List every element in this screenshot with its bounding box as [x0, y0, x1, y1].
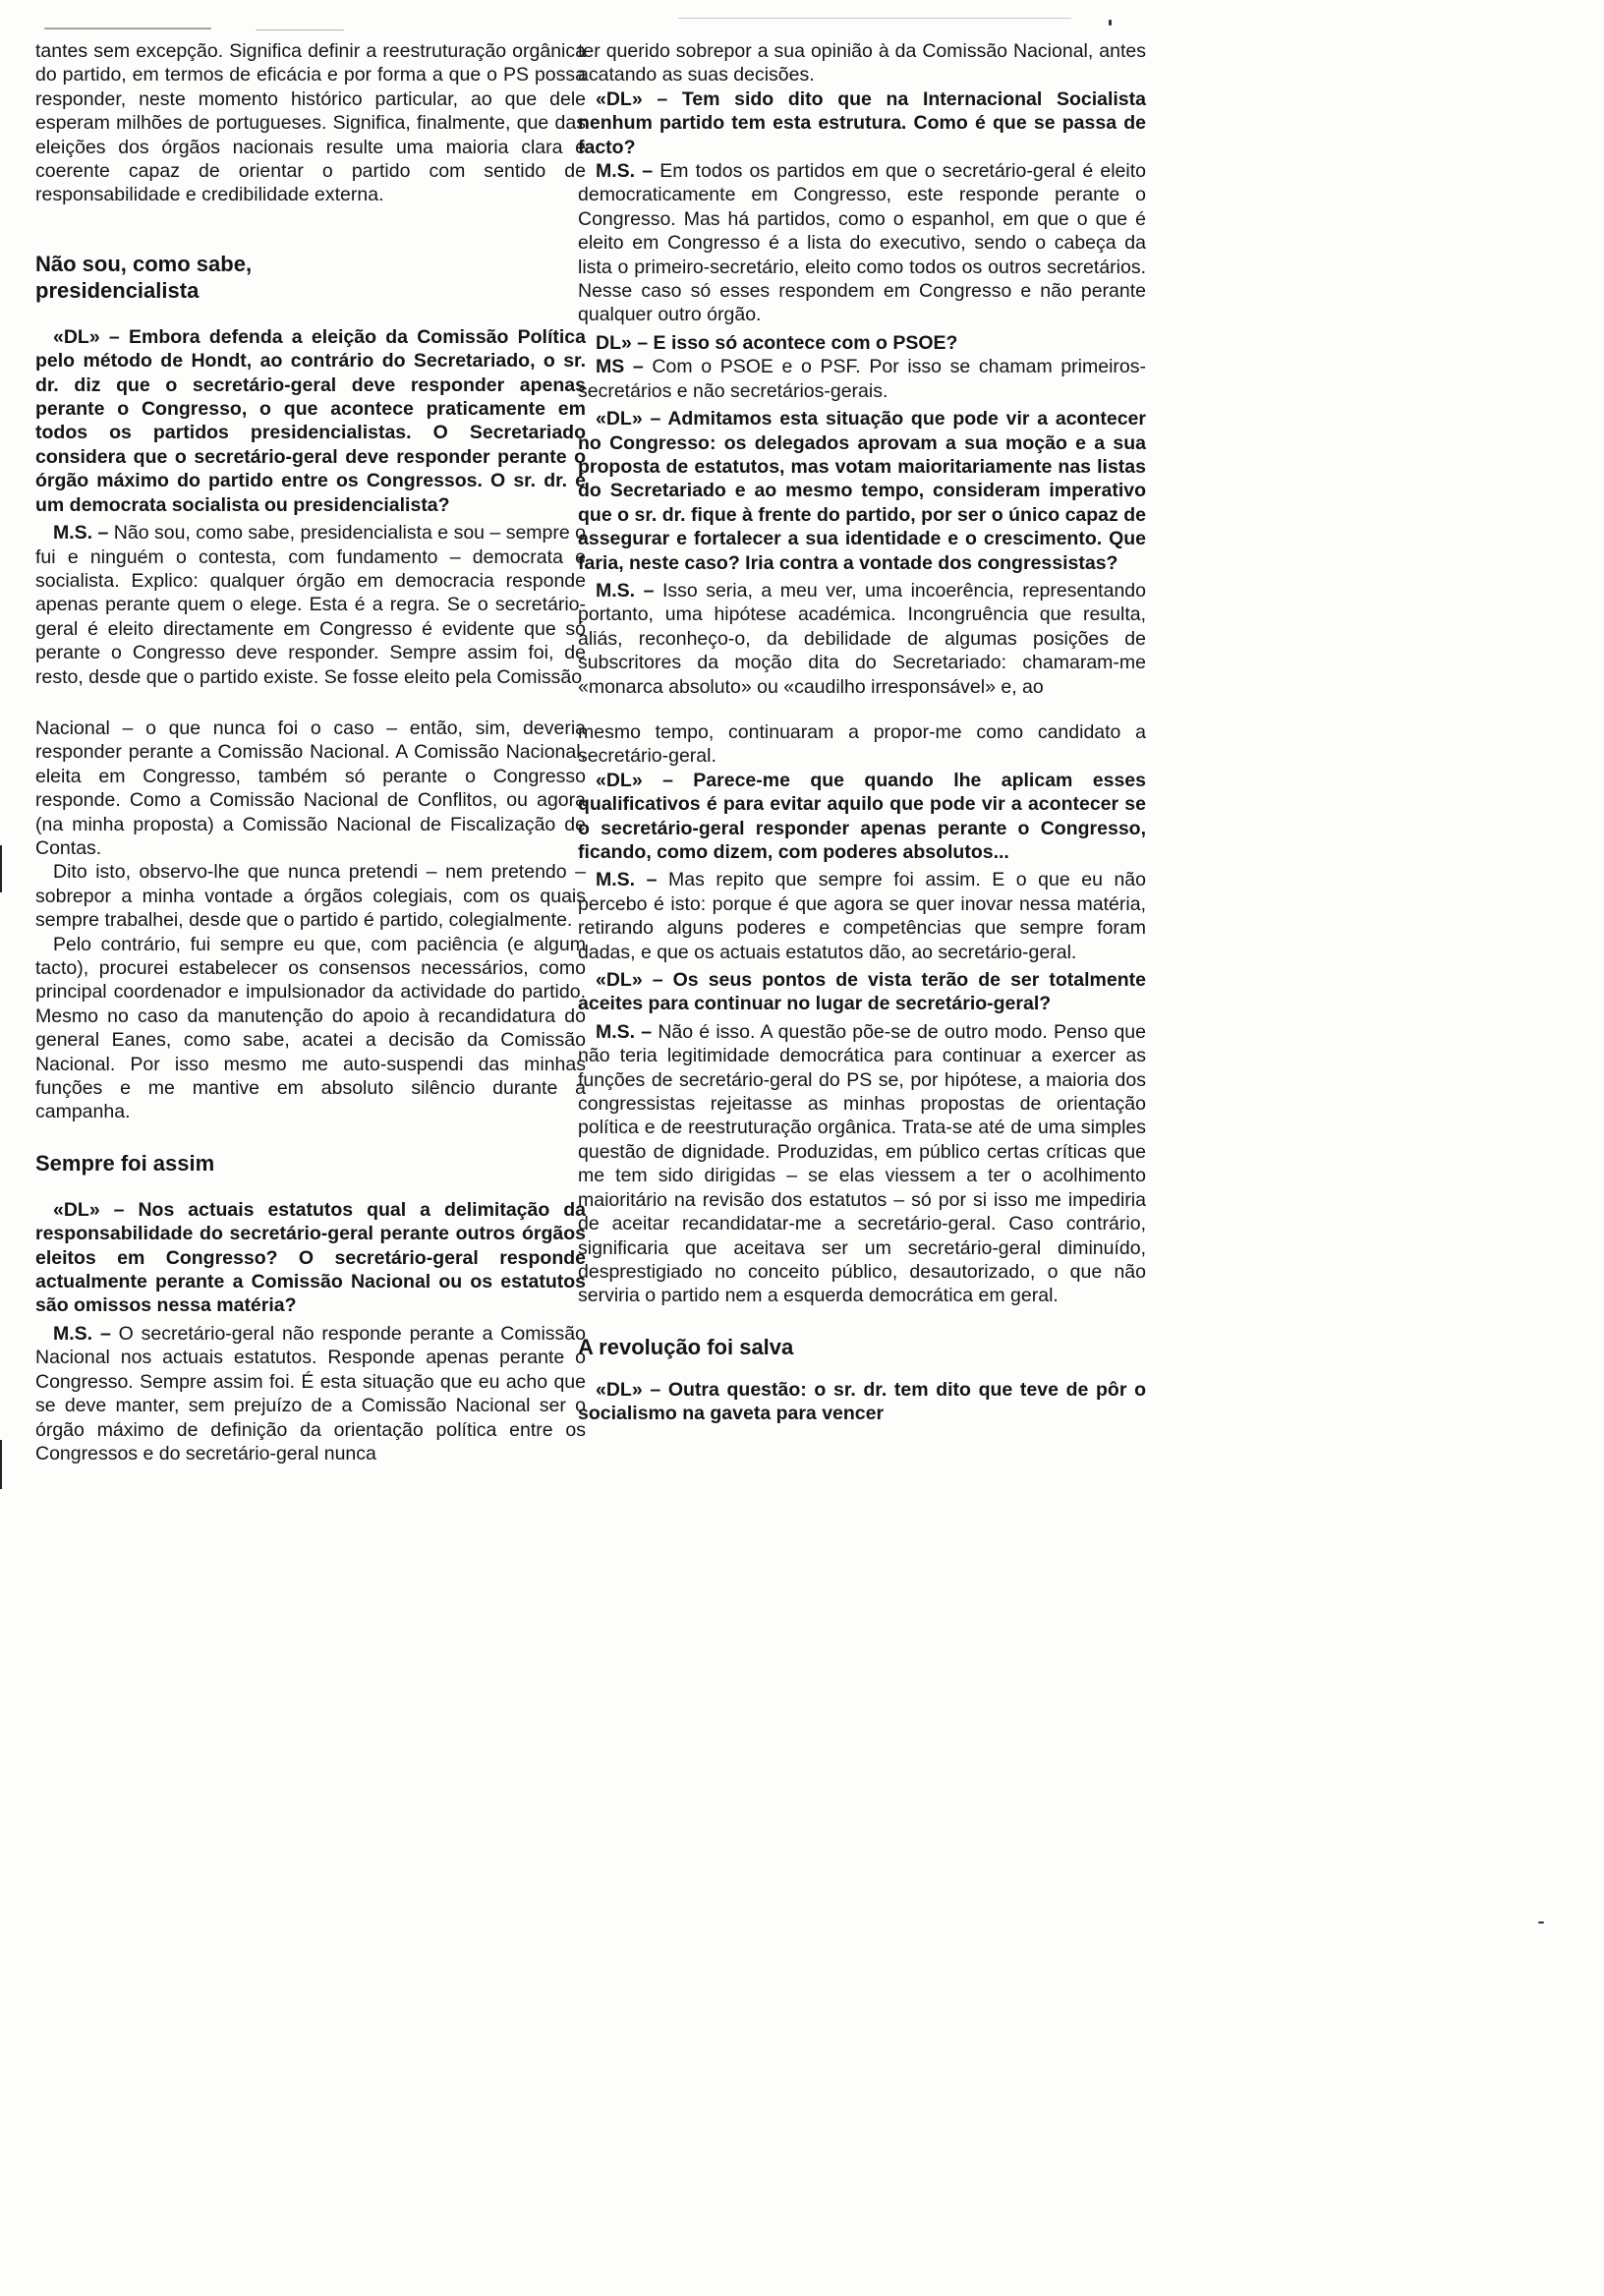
scan-speck — [256, 29, 344, 30]
interview-answer — [578, 1020, 1146, 1308]
scan-edge-mark — [0, 1440, 2, 1489]
answer-text: Não é isso. A questão põe-se de outro modo. Penso que não teria legitimidade democrática para continuar a exercer as funções de secretário-geral do PS se, por hipótese, a maioria dos congressistas rejeitasse as minhas propostas de orientação política e de reestruturação orgânica. Trata-se até de uma simples questão de dignidade. Produzidas, em público certas críticas que me tem sido dirigidas – se elas viessem a ter o acolhimento maioritário na revisão dos estatutos – só por si isso me impediria de aceitar recandidatar-me a secretário-geral. Caso contrário, significaria que aceitava ser um secretário-geral diminuído, desprestigiado no conceito público, desautorizado, o que não serviria o partido nem a esquerda democrática em geral. — [578, 1020, 1146, 1307]
interview-answer — [35, 1322, 586, 1465]
answer-text: Com o PSOE e o PSF. Por isso se chamam primeiros-secretários e não secretários-gerais. — [578, 356, 1147, 402]
interview-answer — [578, 159, 1146, 327]
speaker-label: MS – — [596, 356, 644, 378]
interview-answer — [578, 579, 1146, 699]
interview-answer — [35, 521, 586, 689]
paragraph: ter querido sobrepor a sua opinião à da Comissão Nacional, antes acatando as suas decisões. — [578, 40, 1146, 86]
answer-text: Mas repito que sempre foi assim. E o que eu não percebo é isto: porque é que agora se quer inovar nessa matéria, retirando alguns poderes e competências que sempre foram dadas, e que os actuais estatutos dão, ao secretário-geral. — [578, 869, 1146, 963]
interview-question: «DL» – Os seus pontos de vista terão de ser totalmente aceites para continuar no lugar de secretário-geral? — [578, 969, 1146, 1015]
interview-question: «DL» – Parece-me que quando lhe aplicam esses qualificativos é para evitar aquilo que pode vir a acontecer se o secretário-geral responder apenas perante o Congresso, ficando, como dizem, com poderes absolutos... — [578, 769, 1146, 863]
interview-question: «DL» – Outra questão: o sr. dr. tem dito que teve de pôr o socialismo na gaveta para vencer — [578, 1378, 1146, 1425]
paragraph: Dito isto, observo-lhe que nunca pretendi – nem pretendo – sobrepor a minha vontade a órgãos colegiais, com os quais sempre trabalhei, desde que o partido é partido, colegialmente. — [35, 861, 586, 932]
paragraph: mesmo tempo, continuaram a propor-me como candidato a secretário-geral. — [578, 720, 1146, 768]
paragraph: Nacional – o que nunca foi o caso – então, sim, deveria responder perante a Comissão Nacional. A Comissão Nacional, eleita em Congresso, também só perante o Congresso responde. Como a Comissão Nacional de Conflitos, ou agora (na minha proposta) a Comissão Nacional de Fiscalização de Contas. — [35, 717, 586, 859]
answer-text: Isso seria, a meu ver, uma incoerência, representando portanto, uma hipótese académica. Incongruência que resulta, aliás, reconheço-o, da debilidade de algumas posições de subscritores da moção dita do Secretariado: chamaram-me «monarca absoluto» ou «caudilho irresponsável» e, ao — [578, 579, 1146, 698]
section-heading: Sempre foi assim — [35, 1150, 215, 1176]
scan-speck — [44, 28, 211, 29]
paragraph: tantes sem excepção. Significa definir a reestruturação orgânica do partido, em termos de eficácia e por forma a que o PS possa responder, neste momento histórico particular, ao que dele esperam milhões de portugueses. Significa, finalmente, que das eleições dos órgãos nacionais resulte uma maioria clara e coerente capaz de orientar o partido com sentido de responsabilidade e credibilidade externa. — [35, 40, 586, 206]
interview-question: «DL» – Admitamos esta situação que pode vir a acontecer no Congresso: os delegados aprovam a sua moção e a sua proposta de estatutos, mas votam maioritariamente nas listas do Secretariado e ao mesmo tempo, consideram imperativo que o sr. dr. fique à frente do partido, por ser o único capaz de assegurar e fortalecer a sua identidade e o crescimento. Que faria, neste caso? Iria contra a vontade dos congressistas? — [578, 408, 1146, 574]
section-heading: Não sou, como sabe, presidencialista — [35, 251, 253, 303]
answer-text: Em todos os partidos em que o secretário-geral é eleito democraticamente em Congresso, este responde perante o Congresso. Mas há partidos, como o espanhol, em que o que é eleito em Congresso é a lista do executivo, sendo o cabeça da lista o primeiro-secretário, eleito como todos os outros secretários. Nesse caso só esses respondem em Congresso e não perante qualquer outro órgão. — [578, 160, 1146, 326]
left-column — [35, 39, 586, 1465]
scan-speck — [1109, 20, 1112, 26]
interview-question: «DL» – Nos actuais estatutos qual a delimitação da responsabilidade do secretário-geral perante outros órgãos eleitos em Congresso? O secretário-geral responde actualmente perante a Comissão Nacional ou os estatutos são omissos nessa matéria? — [35, 1198, 586, 1317]
speaker-label: M.S. – — [596, 160, 654, 183]
interview-answer — [578, 868, 1146, 964]
speaker-label: M.S. – — [596, 869, 658, 891]
right-column — [578, 39, 1146, 1426]
speaker-label: M.S. – — [53, 522, 109, 545]
speaker-label: M.S. – — [596, 1020, 653, 1043]
answer-text: Não sou, como sabe, presidencialista e sou – sempre o fui e ninguém o contesta, com fundamento – democrata e socialista. Explico: qualquer órgão em democracia responde apenas perante quem o elege. Esta é a regra. Se o secretário-geral é eleito directamente em Congresso é evidente que só perante o Congresso deve responder. Sempre assim foi, de resto, desde que o partido existe. Se fosse eleito pela Comissão — [35, 522, 586, 688]
interview-question: «DL» – Embora defenda a eleição da Comissão Política pelo método de Hondt, ao contrário do Secretariado, o sr. dr. diz que o secretário-geral deve responder apenas perante o Congresso, o que acontece praticamente em todos os partidos presidencialistas. O Secretariado considera que o secretário-geral deve responder perante o órgão máximo do partido entre os Congressos. O sr. dr. é um democrata socialista ou presidencialista? — [35, 325, 586, 516]
speaker-label: M.S. – — [53, 1322, 111, 1345]
speaker-label: M.S. – — [596, 579, 655, 602]
scan-edge-mark — [0, 845, 2, 892]
section-heading: A revolução foi salva — [578, 1334, 794, 1359]
interview-question: DL» – E isso só acontece com o PSOE? — [596, 331, 958, 354]
interview-answer — [578, 355, 1146, 403]
answer-text: O secretário-geral não responde perante a Comissão Nacional nos actuais estatutos. Responde apenas perante o Congresso. Sempre assim foi. É esta situação que eu acho que se deve manter, sem prejuízo de a Comissão Nacional ser o órgão máximo de definição da orientação política entre os Congressos e do secretário-geral nunca — [35, 1322, 586, 1464]
paragraph: Pelo contrário, fui sempre eu que, com paciência (e algum tacto), procurei estabelecer os consensos necessários, como principal coordenador e impulsionador da actividade do partido. Mesmo no caso da manutenção do apoio à recandidatura do general Eanes, como sabe, acatei a decisão da Comissão Nacional. Por isso mesmo me auto-suspendi das minhas funções e me mantive em absoluto silêncio durante a campanha. — [35, 933, 586, 1123]
scan-speck — [1538, 1922, 1544, 1923]
interview-question: «DL» – Tem sido dito que na Internacional Socialista nenhum partido tem esta estrutura. Como é que se passa de facto? — [578, 87, 1146, 158]
scan-speck — [678, 18, 1071, 19]
